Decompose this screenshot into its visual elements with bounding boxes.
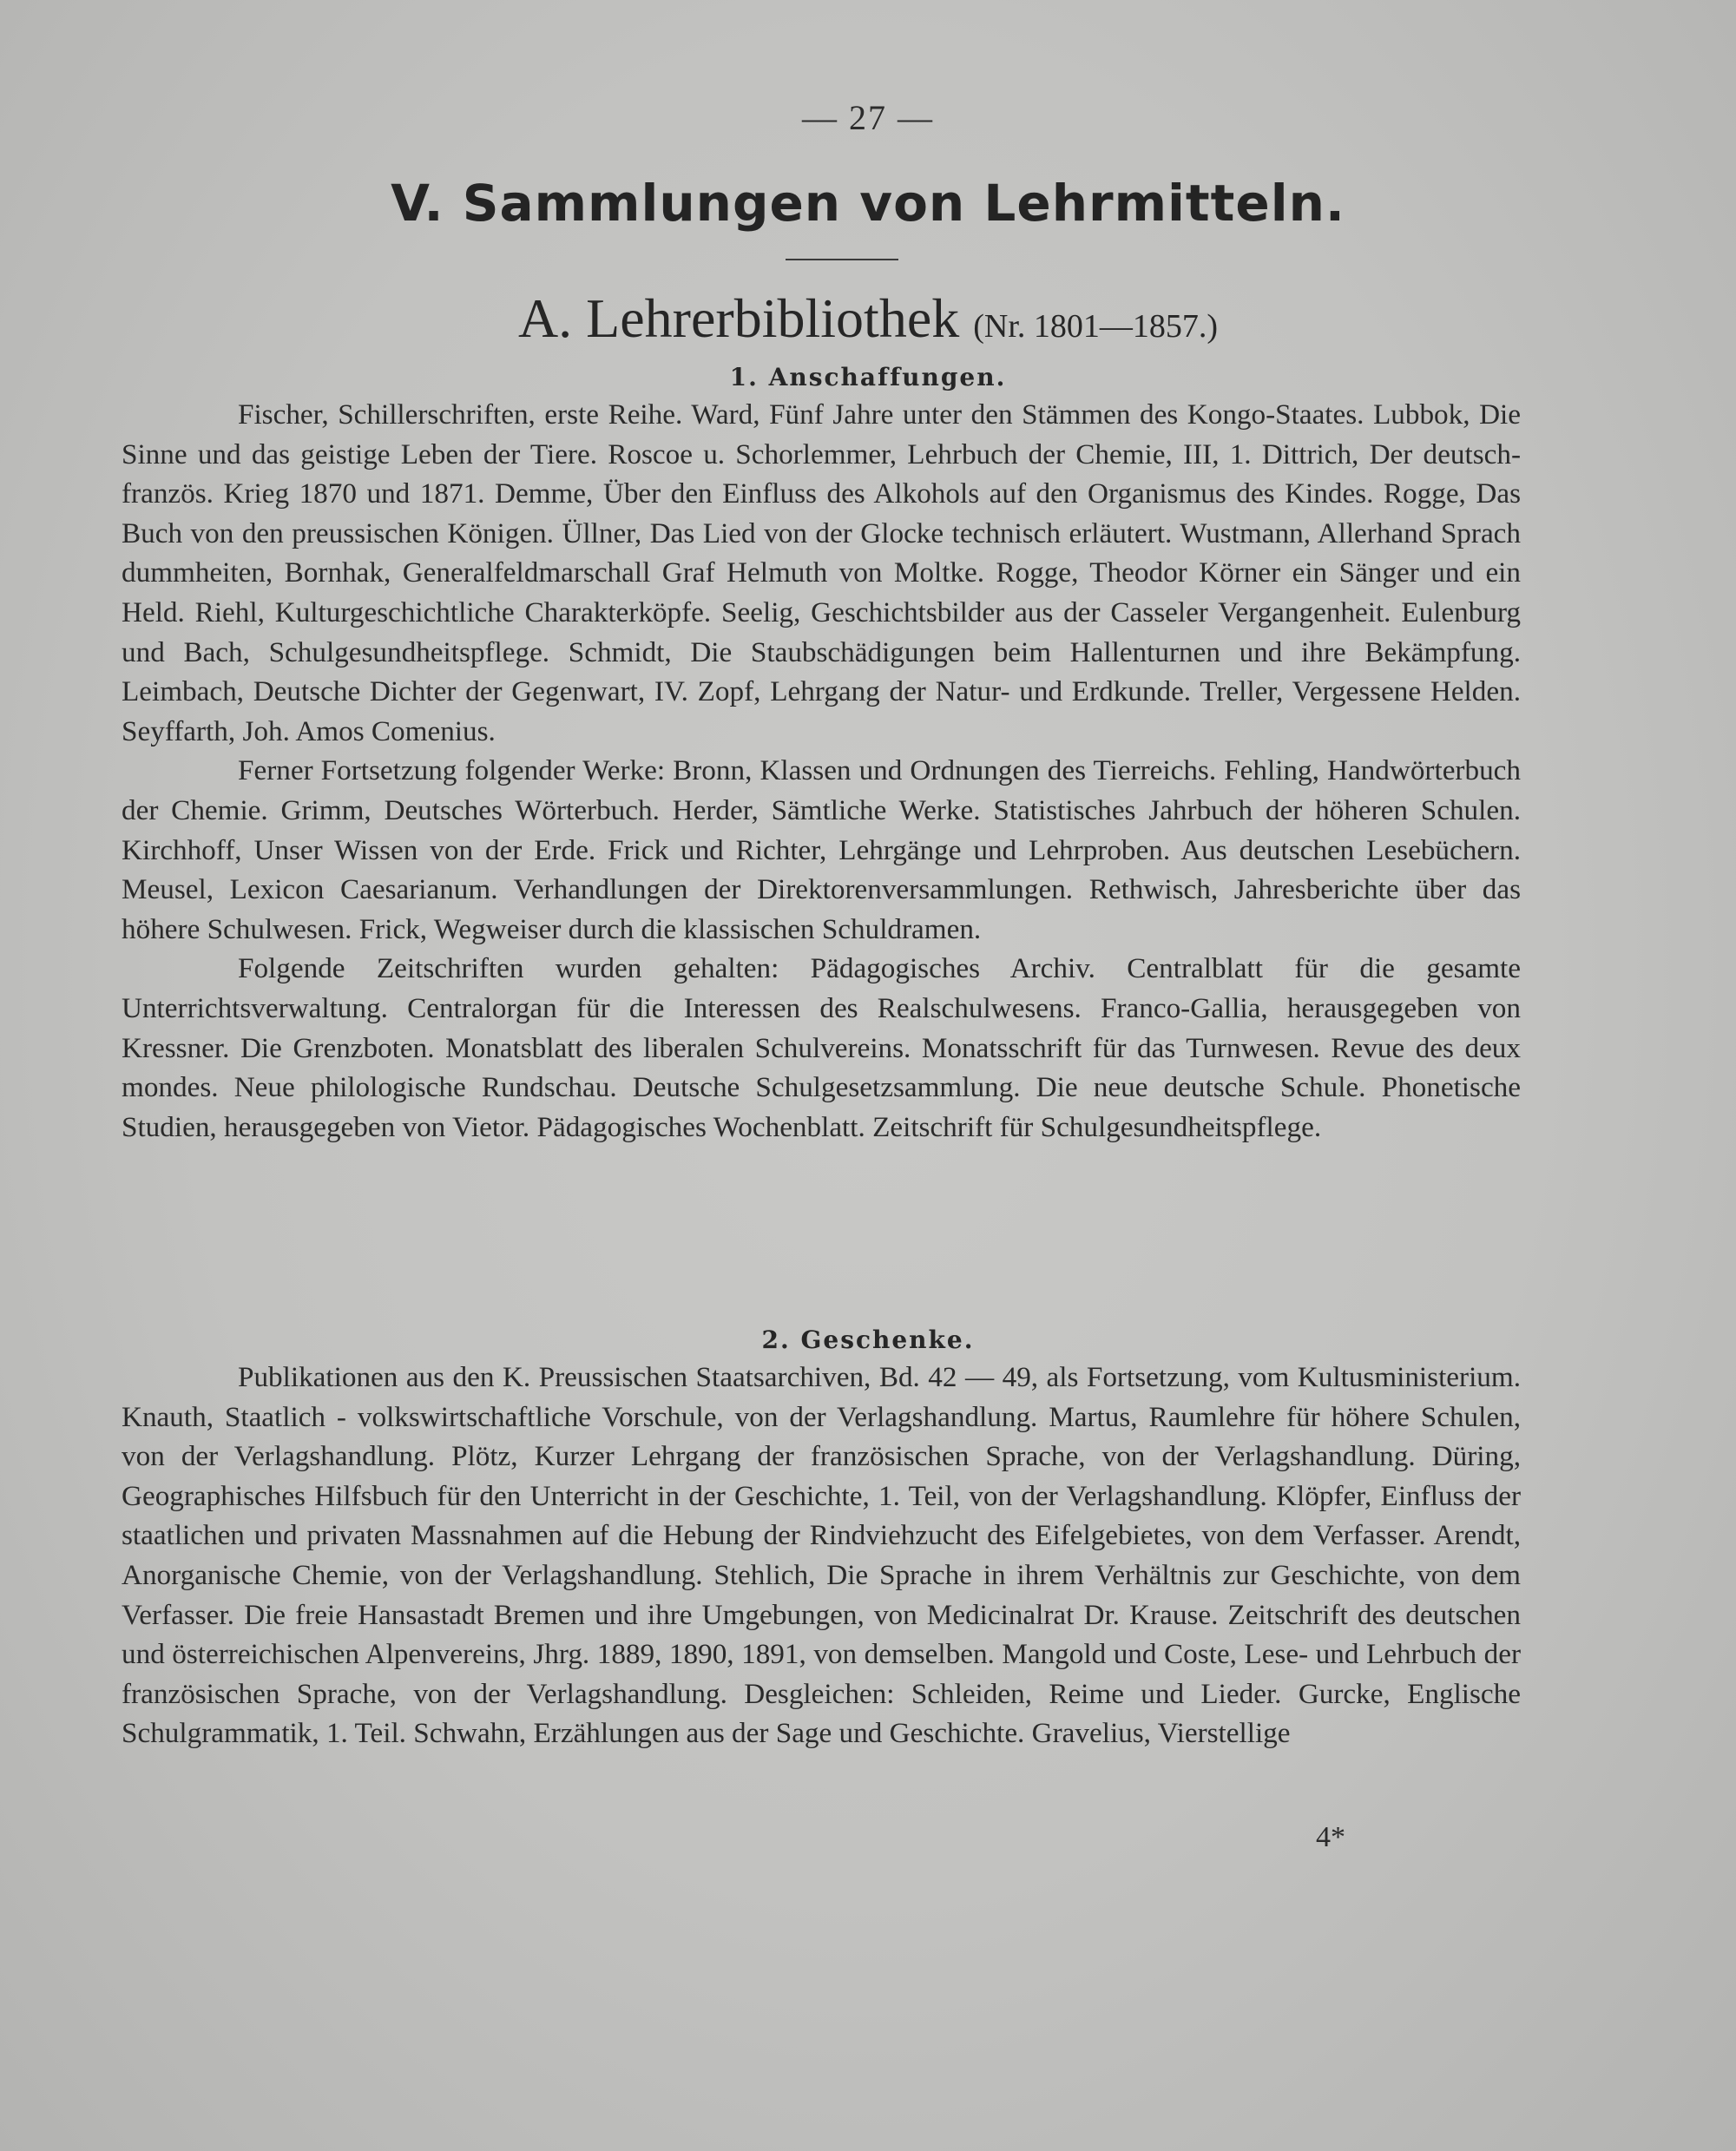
subsection-title-text: A. Lehrerbibliothek [517,287,960,349]
paragraph: Fischer, Schillerschriften, erste Reihe. Ward, Fünf Jahre unter den Stämmen des Kongo-Staates. Lubbok, Die Sinne und das geistige Leben der Tiere. Roscoe u. Schorlemmer, Lehrbuch der Chemie, III, 1. Dittrich, Der deutsch-französ. Krieg 1870 und 1871. Demme, Über den Einfluss des Alkohols auf den Organismus des Kindes. Rogge, Das Buch von den preussischen Königen. Üllner, Das Lied von der Glocke technisch erläutert. Wustmann, Allerhand Sprach dummheiten, Bornhak, Generalfeldmarschall Graf Helmuth von Moltke. Rogge, Theodor Körner ein Sänger und ein Held. Riehl, Kulturgeschichtliche Charakterköpfe. Seelig, Geschichtsbilder aus der Casseler Vergangenheit. Eulenburg und Bach, Schulgesundheitspflege. Schmidt, Die Staubschädigungen beim Hallenturnen und ihre Bekämpfung. Leimbach, Deutsche Dichter der Gegenwart, IV. Zopf, Lehrgang der Natur- und Erdkunde. Treller, Vergessene Helden. Seyffarth, Joh. Amos Comenius. [122,398,1521,747]
paragraph: Ferner Fortsetzung folgender Werke: Bronn, Klassen und Ordnungen des Tierreichs. Fehling, Handwörterbuch der Chemie. Grimm, Deutsches Wörterbuch. Herder, Sämtliche Werke. Statistisches Jahrbuch der höheren Schulen. Kirchhoff, Unser Wissen von der Erde. Frick und Richter, Lehrgänge und Lehrproben. Aus deutschen Lesebüchern. Meusel, Lexicon Caesarianum. Verhandlungen der Direktorenversammlungen. Rethwisch, Jahresberichte über das höhere Schulwesen. Frick, Wegweiser durch die klassischen Schuldramen. [122,754,1521,945]
page-number: — 27 — [802,98,934,137]
paragraph: Folgende Zeitschriften wurden gehalten: Pädagogisches Archiv. Centralblatt für die gesamte Unterrichtsverwaltung. Centralorgan für die Interessen des Realschulwesens. Franco-Gallia, herausgegeben von Kressner. Die Grenzboten. Monatsblatt des liberalen Schulvereins. Monatsschrift für das Turnwesen. Revue des deux mondes. Neue philologische Rundschau. Deutsche Schulgesetzsammlung. Die neue deutsche Schule. Phonetische Studien, herausgegeben von Vietor. Pädagogisches Wochenblatt. Zeitschrift für Schulgesundheitspflege. [122,952,1521,1143]
heading-anschaffungen: 1. Anschaffungen. [729,363,1007,391]
geschenke-text [122,1358,1521,1753]
subsection-range: (Nr. 1801—1857.) [973,308,1219,345]
paragraph: Publikationen aus den K. Preussischen Staatsarchiven, Bd. 42 — 49, als Fortsetzung, vom Kultusministerium. Knauth, Staatlich - volkswirtschaftliche Vorschule, von der Verlagshandlung. Martus, Raumlehre für höhere Schulen, von der Verlagshandlung. Plötz, Kurzer Lehrgang der französischen Sprache, von der Verlagshandlung. Düring, Geographisches Hilfsbuch für den Unterricht in der Geschichte, 1. Teil, von der Verlagshandlung. Klöpfer, Einfluss der staatlichen und privaten Massnahmen auf die Hebung der Rindviehzucht des Eifelgebietes, von dem Verfasser. Arendt, Anorganische Chemie, von der Verlagshandlung. Stehlich, Die Sprache in ihrem Verhältnis zur Geschichte, von dem Verfasser. Die freie Hansastadt Bremen und ihre Umgebungen, von Medicinalrat Dr. Krause. Zeitschrift des deutschen und österreichischen Alpenvereins, Jhrg. 1889, 1890, 1891, von demselben. Mangold und Coste, Lese- und Lehrbuch der französischen Sprache, von der Verlagshandlung. Desgleichen: Schleiden, Reime und Lieder. Gurcke, Englische Schulgrammatik, 1. Teil. Schwahn, Erzählungen aus der Sage und Geschichte. Gravelius, Vierstellige [122,1361,1521,1750]
anschaffungen-text [122,395,1521,1147]
section-title: V. Sammlungen von Lehrmitteln. [391,174,1345,233]
title-divider [786,259,898,260]
signature-mark: 4* [1316,1821,1345,1853]
heading-geschenke: 2. Geschenke. [761,1325,975,1354]
subsection-title [0,286,1736,351]
